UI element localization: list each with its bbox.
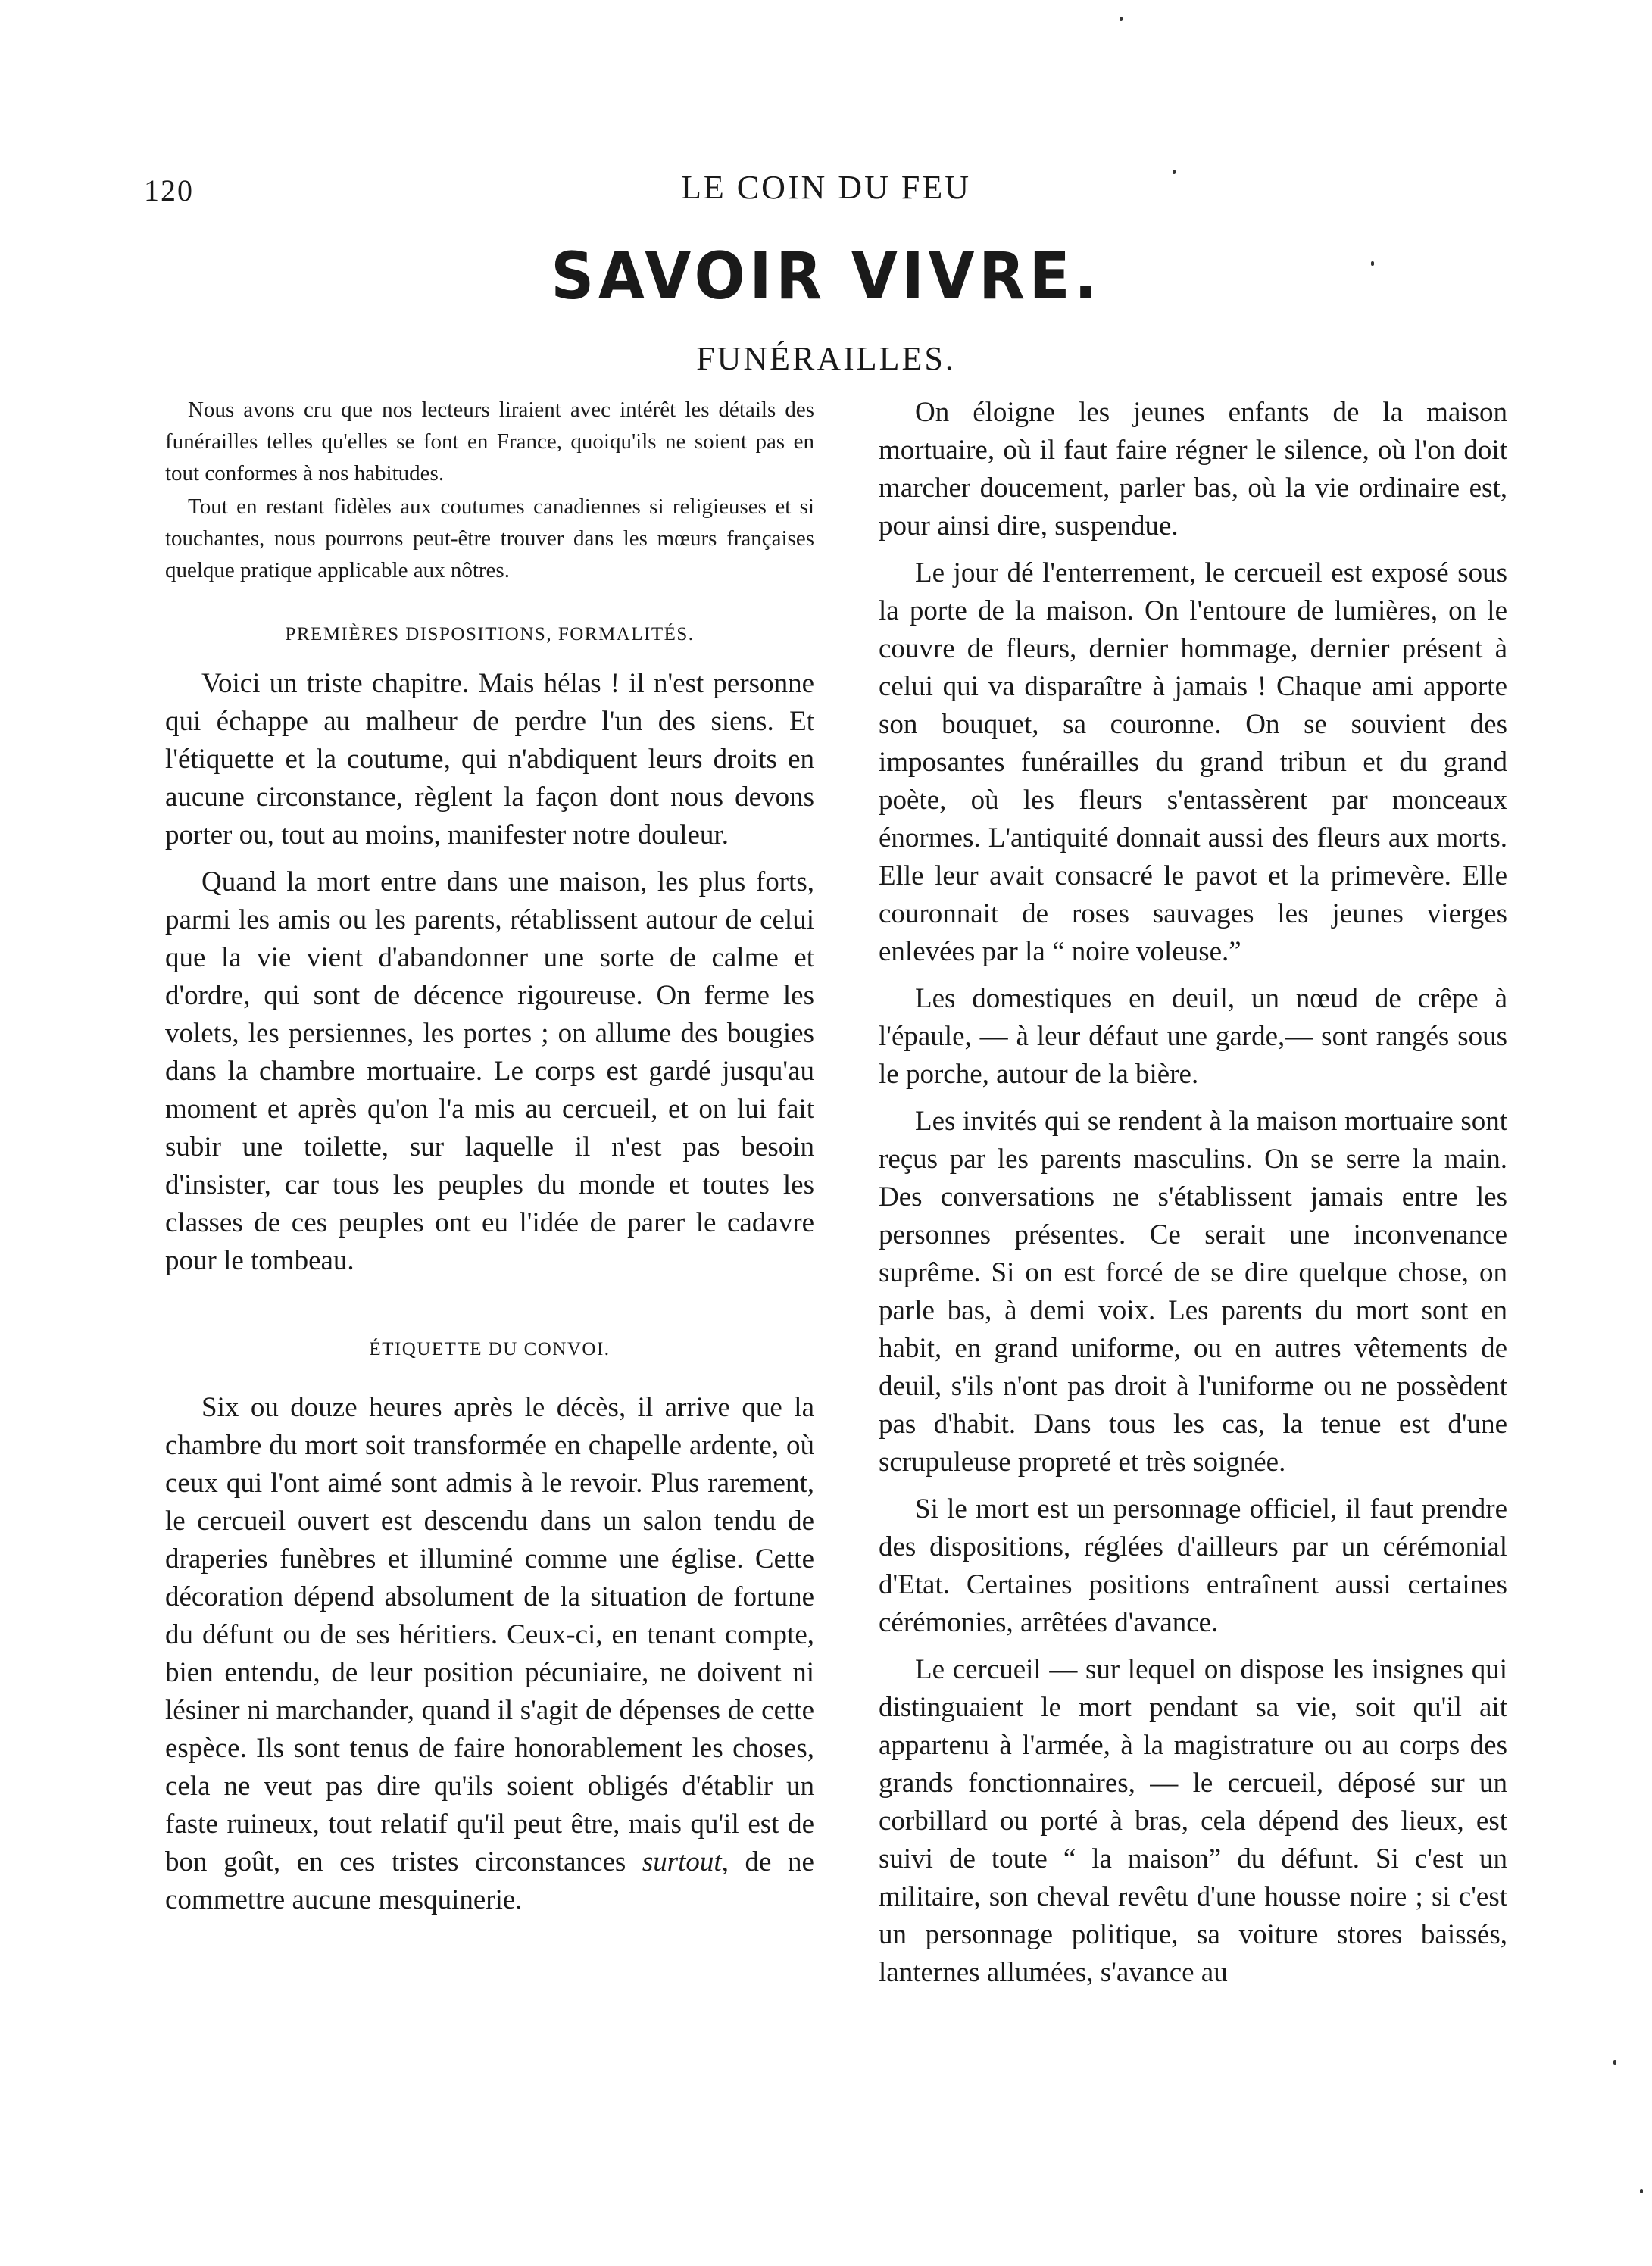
body-paragraph <box>165 1389 814 1919</box>
section-heading: PREMIÈRES DISPOSITIONS, FORMALITÉS. <box>285 624 695 645</box>
emphasized-word: surtout <box>642 1846 722 1877</box>
right-column <box>879 394 1507 2001</box>
body-paragraph: Le cercueil — sur lequel on dispose les insignes qui distinguaient le mort pendant sa vie, soit qu'il ait appartenu à l'armée, à la magistrature ou au corps des grands fonctionnaires, — le cercueil, déposé sur un corbillard ou porté à bras, cela dépend des lieux, est suivi de toute “ la maison” du défunt. Si c'est un militaire, son cheval revêtu d'une housse noire ; si c'est un personnage politique, sa voiture stores baissés, lanternes allumées, s'avance au <box>879 1654 1507 1988</box>
body-paragraph: Les domestiques en deuil, un nœud de crêpe à l'épaule, — à leur défaut une garde,— sont rangés sous le porche, autour de la bière. <box>879 983 1507 1090</box>
body-paragraph: Si le mort est un personnage officiel, il faut prendre des dispositions, réglées d'ailleurs par un cérémonial d'Etat. Certaines positions entraînent aussi certaines cérémonies, arrêtées d'avance. <box>879 1494 1507 1638</box>
body-paragraph: Voici un triste chapitre. Mais hélas ! il n'est personne qui échappe au malheur de perdre l'un des siens. Et l'étiquette et la coutume, qui n'abdiquent leurs droits en aucune circonstance, règlent la façon dont nous devons porter ou, tout au moins, manifester notre douleur. <box>165 668 814 851</box>
section-heading: ÉTIQUETTE DU CONVOI. <box>369 1339 611 1359</box>
intro-paragraph: Tout en restant fidèles aux coutumes canadiennes si religieuses et si touchantes, nous pourrons peut-être trouver dans les mœurs françaises quelque pratique applicable aux nôtres. <box>165 495 814 582</box>
body-paragraph: Le jour dé l'enterrement, le cercueil est exposé sous la porte de la maison. On l'entoure de lumières, on le couvre de fleurs, dernier hommage, dernier présent à celui qui va disparaître à jamais ! Chaque ami apporte son bouquet, sa couronne. On se souvient des imposantes funérailles du grand tribun et du grand poète, où les fleurs s'entassèrent par monceaux énormes. L'antiquité donnait aussi des fleurs aux morts. Elle leur avait consacré le pavot et la primevère. Elle couronnait de roses sauvages les jeunes vierges enlevées par la “ noire voleuse.” <box>879 557 1507 967</box>
article-title: SAVOIR VIVRE. <box>551 239 1101 314</box>
intro-paragraph: Nous avons cru que nos lecteurs liraient avec intérêt les détails des funérailles telles qu'elles se font en France, quoiqu'ils ne soient pas en tout conformes à nos habitudes. <box>165 398 814 485</box>
paragraph-text: , de ne commettre aucune mesquinerie. <box>165 1846 814 1915</box>
body-paragraph: On éloigne les jeunes enfants de la maison mortuaire, où il faut faire régner le silence, où l'on doit marcher doucement, parler bas, où la vie ordinaire est, pour ainsi dire, suspendue. <box>879 397 1507 542</box>
scan-speck <box>1371 261 1374 266</box>
paragraph-text: Six ou douze heures après le décès, il arrive que la chambre du mort soit transformée en chapelle ardente, où ceux qui l'ont aimé sont admis à le revoir. Plus rarement, le cercueil ouvert est descendu dans un salon tendu de draperies funèbres et illuminé comme une église. Cette décoration dépend absolument de la situation de fortune du défunt ou de ses héritiers. Ceux-ci, en tenant compte, bien entendu, de leur position pécuniaire, ne doivent ni lésiner ni marchander, quand il s'agit de dépenses de cette espèce. Ils sont tenus de faire honorablement les choses, cela ne veut pas dire qu'ils soient obligés d'établir un faste ruineux, tout relatif qu'il peut être, mais qu'il est de bon goût, en ces tristes circonstances <box>165 1392 814 1877</box>
running-head: LE COIN DU FEU <box>681 169 971 206</box>
scan-speck <box>1640 2189 1643 2193</box>
scan-speck <box>1120 17 1123 21</box>
left-column <box>165 394 814 1928</box>
article-subtitle: FUNÉRAILLES. <box>696 340 956 377</box>
scan-speck <box>1613 2060 1616 2065</box>
page-number: 120 <box>144 173 194 208</box>
scan-speck <box>1173 170 1176 174</box>
body-paragraph: Les invités qui se rendent à la maison mortuaire sont reçus par les parents masculins. On se serre la main. Des conversations ne s'établissent jamais entre les personnes présentes. Ce serait une inconvenance suprême. Si on est forcé de se dire quelque chose, on parle bas, à demi voix. Les parents du mort sont en habit, en grand uniforme, ou en autres vêtements de deuil, s'ils n'ont pas droit à l'uniforme ou ne possèdent pas d'habit. Dans tous les cas, la tenue est d'une scrupuleuse propreté et très soignée. <box>879 1106 1507 1478</box>
body-paragraph: Quand la mort entre dans une maison, les plus forts, parmi les amis ou les parents, rétablissent autour de celui que la vie vient d'abandonner une sorte de calme et d'ordre, qui sont de décence rigoureuse. On ferme les volets, les persiennes, les portes ; on allume des bougies dans la chambre mortuaire. Le corps est gardé jusqu'au moment et après qu'on l'a mis au cercueil, et on lui fait subir une toilette, sur laquelle il n'est pas besoin d'insister, car tous les peuples du monde et toutes les classes de ces peuples ont eu l'idée de parer le cadavre pour le tombeau. <box>165 866 814 1276</box>
